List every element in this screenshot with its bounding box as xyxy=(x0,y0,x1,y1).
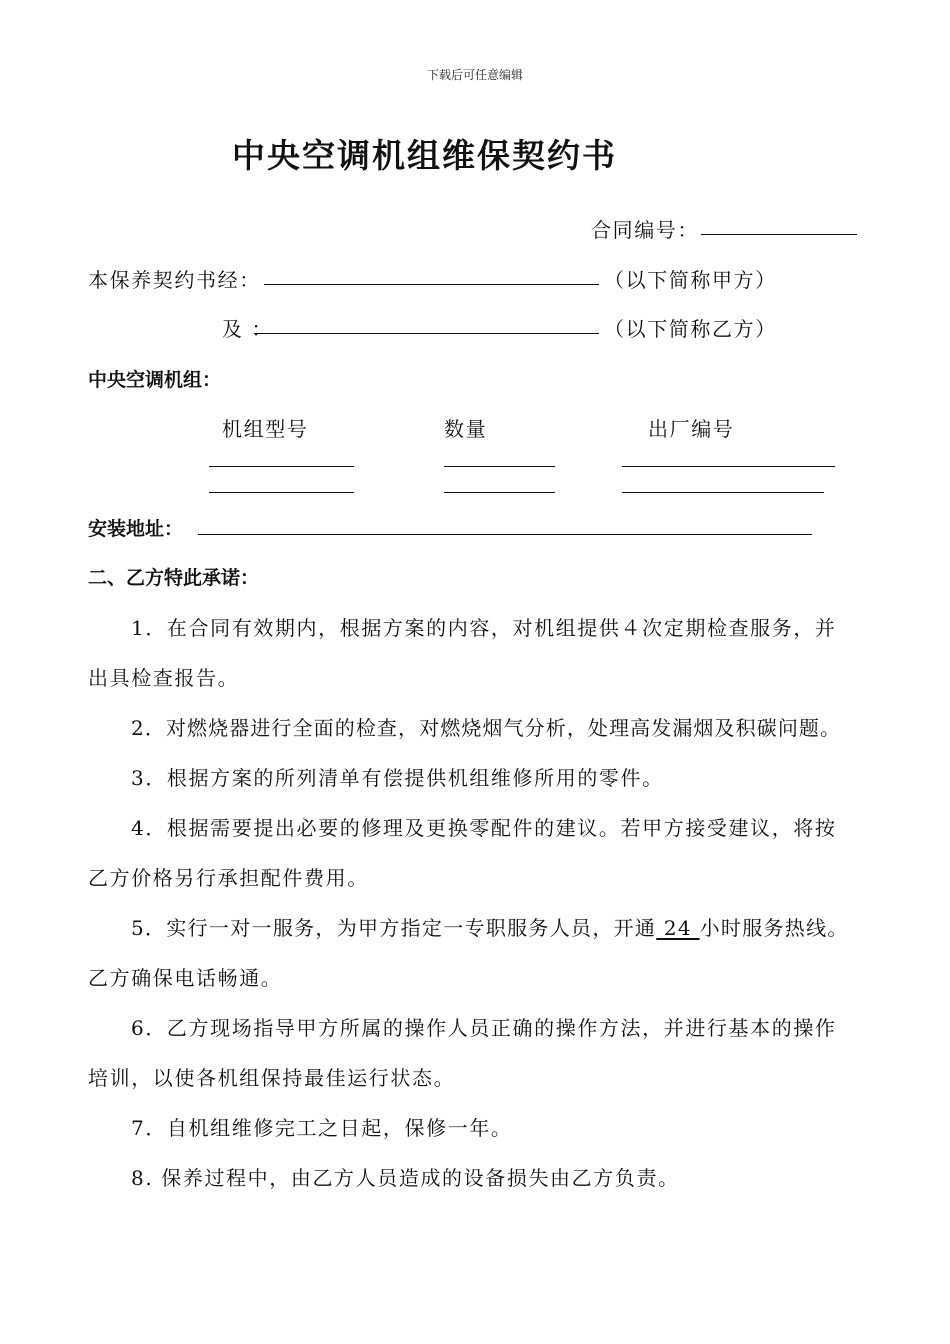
item-1-line-1: 1．在合同有效期内，根据方案的内容，对机组提供４次定期检查服务，并 xyxy=(131,616,837,640)
item-1-line-2: 出具检查报告。 xyxy=(88,666,240,690)
item-2: 2．对燃烧器进行全面的检查，对燃烧烟气分析，处理高发漏烟及积碳问题。 xyxy=(131,716,842,740)
party-b-field[interactable] xyxy=(254,333,599,334)
unit-header-quantity: 数量 xyxy=(444,417,488,441)
party-b-label: 及 ： xyxy=(222,317,274,341)
item-5-text-a: 5．实行一对一服务，为甲方指定一专职服务人员，开通 xyxy=(131,916,657,940)
header-note: 下载后可任意编辑 xyxy=(426,68,523,82)
serial-field-2[interactable] xyxy=(622,492,824,493)
contract-number-field[interactable] xyxy=(701,234,857,235)
item-4-line-2: 乙方价格另行承担配件费用。 xyxy=(88,866,369,890)
quantity-field-2[interactable] xyxy=(444,492,555,493)
unit-header-model: 机组型号 xyxy=(222,417,309,441)
document-title: 中央空调机组维保契约书 xyxy=(232,136,617,175)
item-6-line-1: 6．乙方现场指导甲方所属的操作人员正确的操作方法，并进行基本的操作 xyxy=(131,1016,837,1040)
serial-field-1[interactable] xyxy=(622,466,835,467)
item-8: 8. 保养过程中，由乙方人员造成的设备损失由乙方负责。 xyxy=(131,1166,680,1190)
item-5-text-b: 小时服务热线。 xyxy=(699,916,849,940)
item-3: 3．根据方案的所列清单有偿提供机组维修所用的零件。 xyxy=(131,766,664,790)
model-field-1[interactable] xyxy=(209,466,354,467)
contract-number-label: 合同编号： xyxy=(591,218,699,242)
item-5-hours: 24 xyxy=(656,916,700,940)
item-6-line-2: 培训，以使各机组保持最佳运行状态。 xyxy=(88,1066,456,1090)
quantity-field-1[interactable] xyxy=(444,466,555,467)
party-a-suffix: （以下简称甲方） xyxy=(604,268,777,292)
item-5-line-2: 乙方确保电话畅通。 xyxy=(88,966,283,990)
party-a-label: 本保养契约书经： xyxy=(88,268,261,292)
party-a-field[interactable] xyxy=(264,284,599,285)
item-4-line-1: 4．根据需要提出必要的修理及更换零配件的建议。若甲方接受建议，将按 xyxy=(131,816,837,840)
promise-title: 二、乙方特此承诺： xyxy=(88,567,260,589)
item-7: 7．自机组维修完工之日起，保修一年。 xyxy=(131,1116,513,1140)
unit-section-title: 中央空调机组： xyxy=(88,369,222,391)
unit-header-serial: 出厂编号 xyxy=(648,417,735,441)
install-address-field[interactable] xyxy=(198,534,812,535)
model-field-2[interactable] xyxy=(209,492,354,493)
party-b-suffix: （以下简称乙方） xyxy=(604,317,777,341)
install-address-label: 安装地址： xyxy=(88,518,184,540)
item-5-line-1 xyxy=(131,912,849,941)
